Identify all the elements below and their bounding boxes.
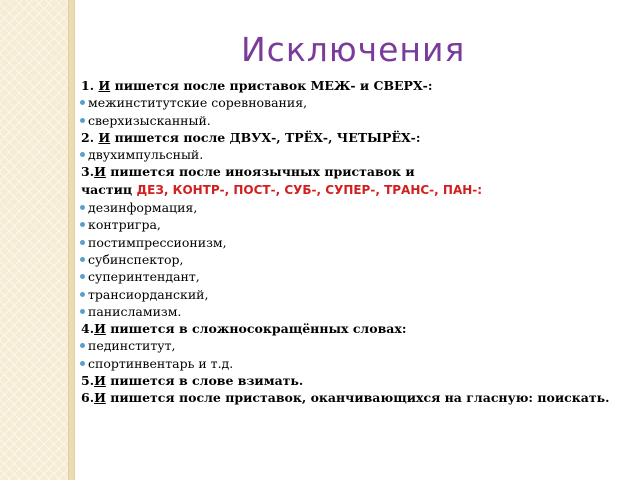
rule-4: 4.И пишется в сложносокращённых словах: [81,321,407,337]
example-item: спортинвентарь и т.д. [81,355,626,372]
example-item: сверхизысканный. [81,112,626,129]
rule-1: 1. И пишется после приставок МЕЖ- и СВЕРХ-: [81,78,433,93]
slide-title: Исключения [241,30,466,69]
bullet-icon [80,343,85,348]
slide-content [81,77,626,407]
rule-2: 2. И пишется после ДВУХ-, ТРЁХ-, ЧЕТЫРЁХ-: [81,129,421,145]
foreign-prefixes: ДЕЗ, КОНТР-, ПОСТ-, СУБ-, СУПЕР-, ТРАНС-, ПАН-: [136,182,483,197]
bullet-icon [80,257,85,262]
example-item: субинспектор, [81,251,626,268]
example-item: постимпрессионизм, [81,234,626,251]
example-item: двухимпульсный. [81,146,626,163]
bullet-icon [80,292,85,297]
example-item: межинститутские соревнования, [81,94,626,111]
example-item: трансиорданский, [81,286,626,303]
bullet-icon [80,118,85,123]
example-item: дезинформация, [81,199,626,216]
bullet-icon [80,309,85,314]
rule-6: 6.И пишется после приставок, оканчивающихся на гласную: поискать. [81,390,610,406]
bullet-icon [80,205,85,210]
rule-3: 3.И пишется после иноязычных приставок и частиц ДЕЗ, КОНТР-, ПОСТ-, СУБ-, СУПЕР-, ТРАНС-, ПАН-: [81,164,483,197]
decorative-stripe [68,0,75,480]
decorative-pattern-band [0,0,68,480]
bullet-icon [80,274,85,279]
bullet-icon [80,222,85,227]
example-item: панисламизм. [81,303,626,320]
bullet-icon [80,152,85,157]
bullet-icon [80,100,85,105]
bullet-icon [80,240,85,245]
rule-5: 5.И пишется в слове взимать. [81,373,304,389]
example-item: суперинтендант, [81,268,626,285]
example-item: пединститут, [81,337,626,354]
bullet-icon [80,361,85,366]
example-item: контригра, [81,216,626,233]
